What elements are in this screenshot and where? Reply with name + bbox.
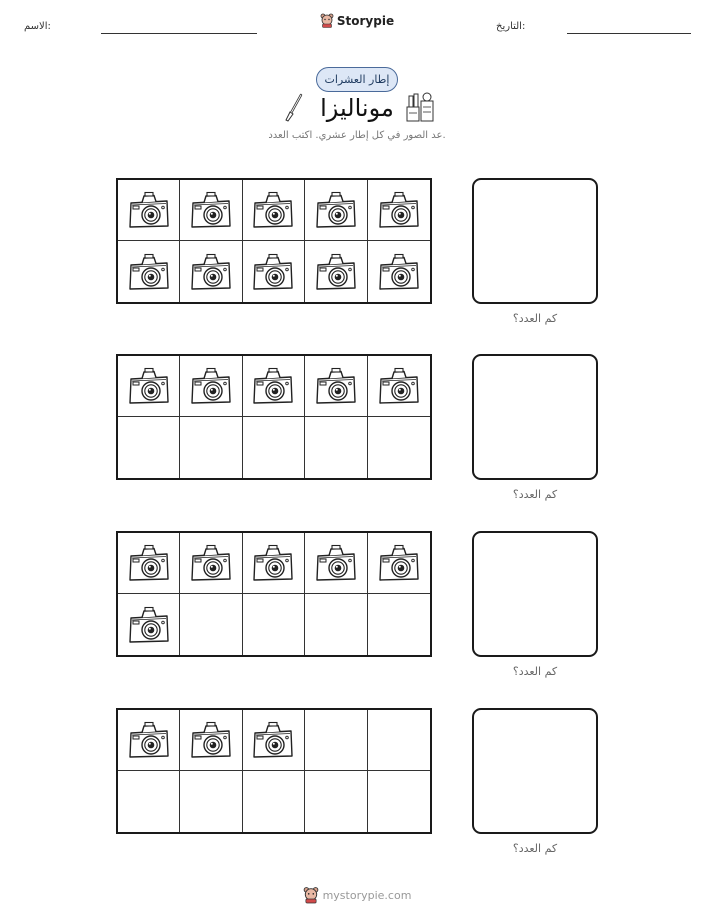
camera-icon	[189, 190, 233, 230]
ten-frame-cell	[305, 533, 367, 594]
ten-frame-cell	[305, 710, 367, 771]
camera-icon	[251, 252, 295, 292]
ten-frame-cell	[305, 594, 367, 655]
ten-frame-cell	[368, 180, 430, 241]
ten-frame-cell	[180, 241, 242, 302]
art-supplies-icon	[405, 91, 437, 123]
camera-icon	[377, 190, 421, 230]
camera-icon	[251, 543, 295, 583]
ten-frame-cell	[118, 180, 180, 241]
camera-icon	[314, 366, 358, 406]
ten-frame-cell	[368, 356, 430, 417]
ten-frame	[116, 531, 432, 657]
ten-frame-cell	[305, 180, 367, 241]
footer	[0, 886, 714, 908]
camera-icon	[127, 366, 171, 406]
bear-mascot-icon	[320, 13, 334, 28]
camera-icon	[314, 190, 358, 230]
ten-frame	[116, 708, 432, 834]
name-field-line[interactable]	[101, 33, 257, 34]
camera-icon	[127, 190, 171, 230]
ten-frame-cell	[243, 241, 305, 302]
ten-frame-cell	[180, 180, 242, 241]
camera-icon	[314, 252, 358, 292]
ten-frame-cell	[368, 771, 430, 832]
ten-frame-cell	[180, 710, 242, 771]
date-field-line[interactable]	[567, 33, 691, 34]
footer-url[interactable]: mystorypie.com	[322, 888, 412, 902]
name-label: الاسم:	[24, 21, 51, 32]
camera-icon	[127, 605, 171, 645]
ten-frame-cell	[118, 417, 180, 478]
ten-frame-cell	[305, 417, 367, 478]
camera-icon	[251, 366, 295, 406]
camera-icon	[127, 720, 171, 760]
ten-frame-cell	[243, 710, 305, 771]
camera-icon	[377, 366, 421, 406]
ten-frame-cell	[368, 594, 430, 655]
instructions-text: عد الصور في كل إطار عشري. اكتب العدد.	[268, 130, 446, 141]
ten-frame	[116, 354, 432, 480]
camera-icon	[189, 720, 233, 760]
camera-icon	[377, 252, 421, 292]
ten-frame-cell	[305, 771, 367, 832]
answer-box[interactable]	[472, 178, 598, 304]
ten-frame-cell	[118, 710, 180, 771]
brand-name: Storypie	[336, 13, 395, 28]
ten-frame-cell	[368, 417, 430, 478]
ten-frame-cell	[180, 771, 242, 832]
ten-frame-cell	[368, 710, 430, 771]
ten-frame-cell	[243, 594, 305, 655]
ten-frame-cell	[305, 241, 367, 302]
ten-frame-cell	[243, 771, 305, 832]
answer-box[interactable]	[472, 708, 598, 834]
ten-frame-cell	[305, 356, 367, 417]
camera-icon	[189, 252, 233, 292]
how-many-label: كم العدد؟	[512, 842, 558, 855]
camera-icon	[251, 720, 295, 760]
camera-icon	[377, 543, 421, 583]
camera-icon	[127, 543, 171, 583]
ten-frame-cell	[180, 356, 242, 417]
how-many-label: كم العدد؟	[512, 488, 558, 501]
camera-icon	[251, 190, 295, 230]
ten-frame-cell	[368, 533, 430, 594]
camera-icon	[189, 543, 233, 583]
ten-frame-cell	[180, 594, 242, 655]
camera-icon	[127, 252, 171, 292]
ten-frame-cell	[180, 417, 242, 478]
ten-frame-cell	[243, 417, 305, 478]
ten-frame-cell	[368, 241, 430, 302]
bear-mascot-icon	[303, 886, 319, 904]
ten-frame-cell	[118, 594, 180, 655]
answer-box[interactable]	[472, 354, 598, 480]
camera-icon	[189, 366, 233, 406]
brand-logo	[0, 13, 714, 32]
topic-badge: إطار العشرات	[316, 67, 398, 92]
answer-box[interactable]	[472, 531, 598, 657]
ten-frame-cell	[118, 241, 180, 302]
ten-frame-cell	[243, 180, 305, 241]
ten-frame-cell	[243, 356, 305, 417]
ten-frame-cell	[180, 533, 242, 594]
ten-frame-cell	[118, 356, 180, 417]
ten-frame-cell	[118, 533, 180, 594]
date-label: التاريخ:	[496, 21, 526, 32]
camera-icon	[314, 543, 358, 583]
ten-frame	[116, 178, 432, 304]
ten-frame-cell	[118, 771, 180, 832]
how-many-label: كم العدد؟	[512, 665, 558, 678]
how-many-label: كم العدد؟	[512, 312, 558, 325]
ten-frame-cell	[243, 533, 305, 594]
page-title: موناليزا	[320, 94, 394, 122]
